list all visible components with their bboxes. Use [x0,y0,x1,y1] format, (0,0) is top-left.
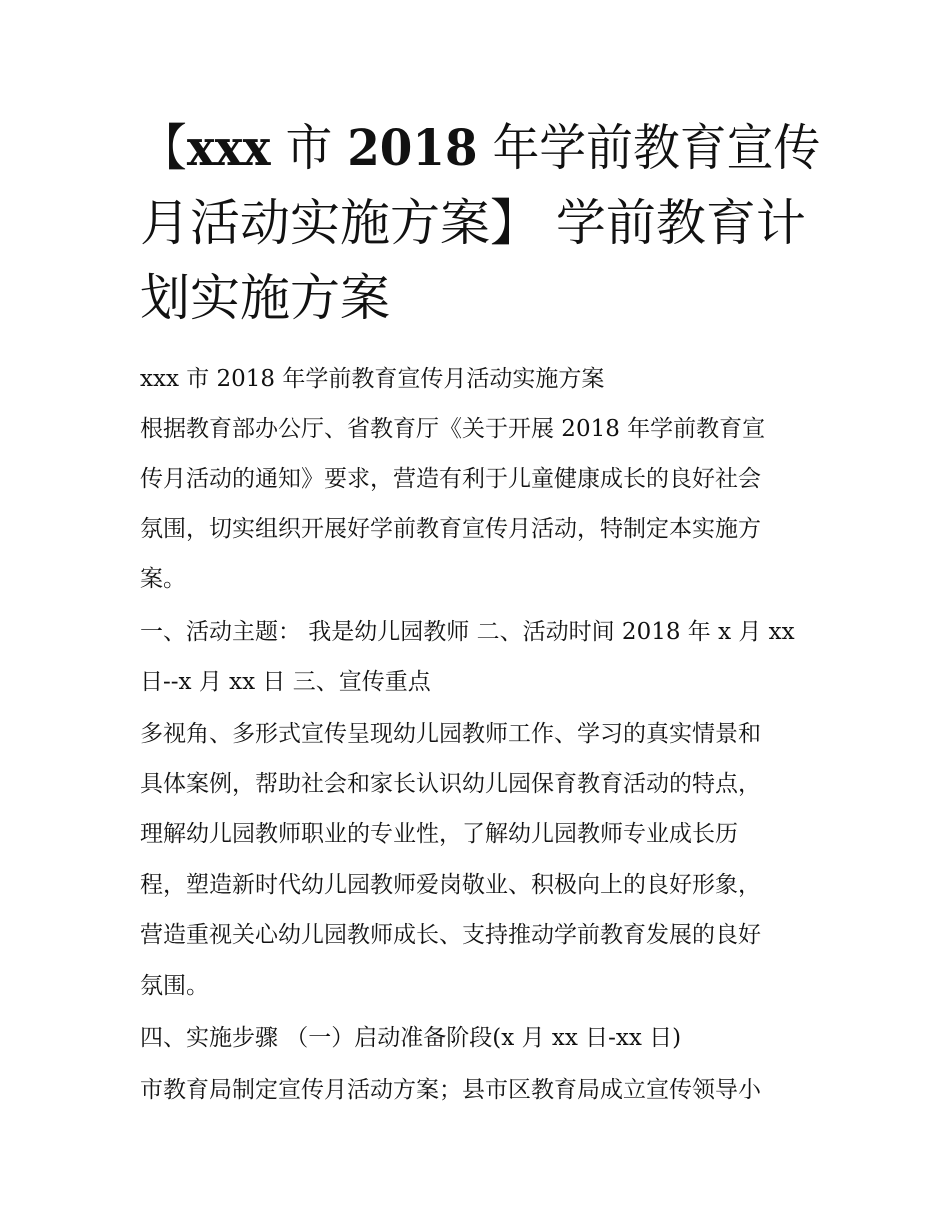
document-title-line-1: 【xxx 市 2018 年学前教育宣传 [140,118,821,177]
body-line-13: 氛围。 [140,973,209,999]
body-line-5: 案。 [140,566,186,592]
body-line-8: 多视角、多形式宣传呈现幼儿园教师工作、学习的真实情景和 [140,721,761,747]
body-line-2: 根据教育部办公厅、省教育厅《关于开展 2018 年学前教育宣 [140,416,766,442]
body-line-15: 市教育局制定宣传月活动方案；县市区教育局成立宣传领导小 [140,1077,761,1103]
body-line-4: 氛围，切实组织开展好学前教育宣传月活动，特制定本实施方 [140,516,761,542]
document-title-line-2: 月活动实施方案】 学前教育计 [140,194,806,252]
body-line-6: 一、活动主题： 我是幼儿园教师 二、活动时间 2018 年 x 月 xx [140,619,795,645]
document-title-line-3: 划实施方案 [140,269,390,327]
body-line-10: 理解幼儿园教师职业的专业性，了解幼儿园教师专业成长历 [140,821,738,847]
body-line-1: xxx 市 2018 年学前教育宣传月活动实施方案 [140,366,605,392]
body-line-14: 四、实施步骤 （一）启动准备阶段(x 月 xx 日-xx 日) [140,1025,682,1051]
body-line-3: 传月活动的通知》要求，营造有利于儿童健康成长的良好社会 [140,466,761,492]
body-line-7: 日--x 月 xx 日 三、宣传重点 [140,669,431,695]
body-line-12: 营造重视关心幼儿园教师成长、支持推动学前教育发展的良好 [140,922,761,948]
body-line-9: 具体案例，帮助社会和家长认识幼儿园保育教育活动的特点， [140,771,761,797]
body-line-11: 程，塑造新时代幼儿园教师爱岗敬业、积极向上的良好形象， [140,872,761,898]
